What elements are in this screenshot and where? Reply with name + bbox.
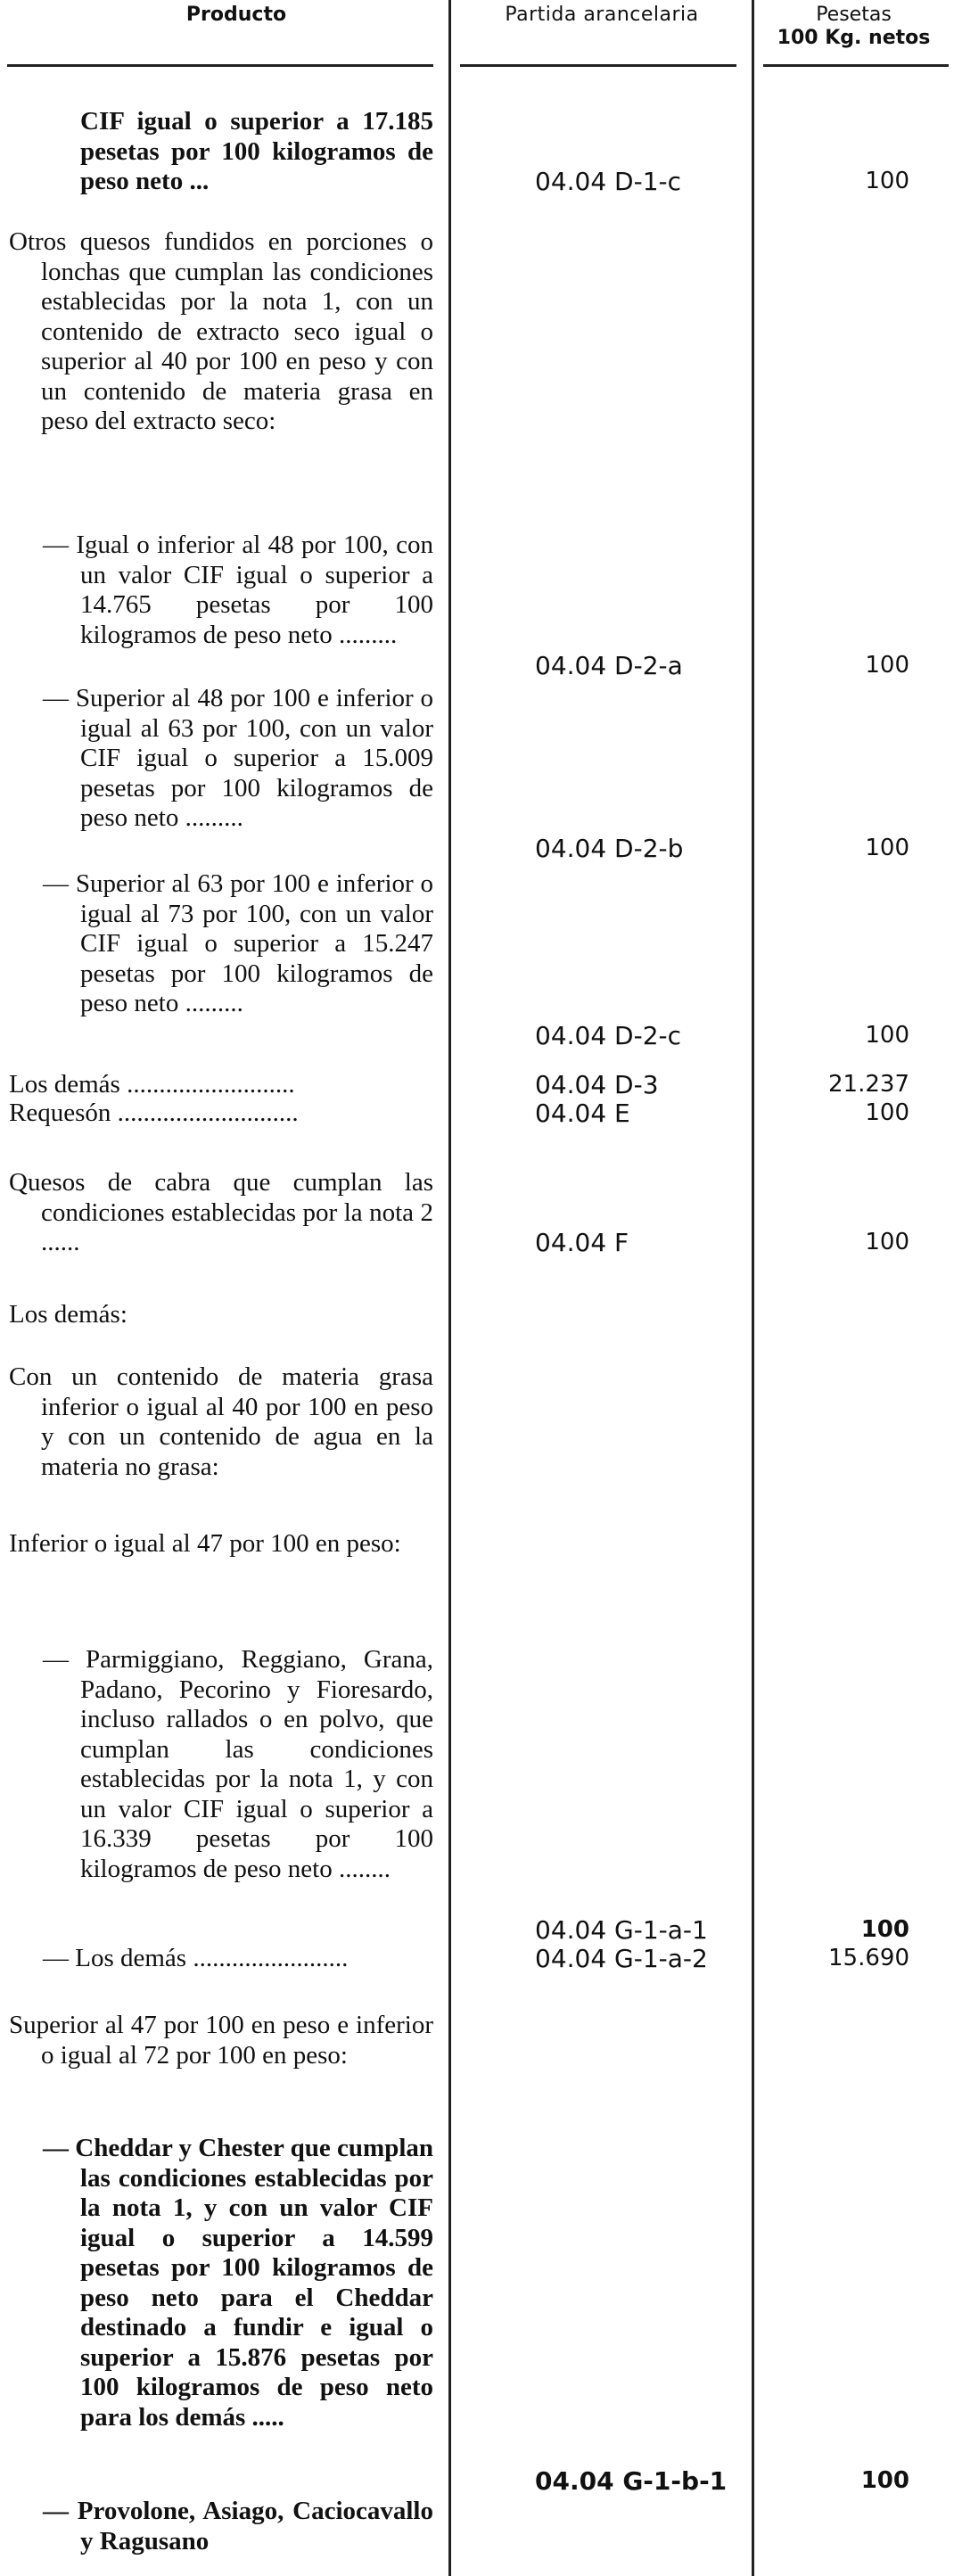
pesetas-cell: 100 xyxy=(860,2467,909,2494)
header-rule-3 xyxy=(763,64,949,67)
header-producto: Producto xyxy=(185,4,287,26)
column-divider-2 xyxy=(752,0,754,2576)
pesetas-cell: 15.690 xyxy=(828,1945,909,1971)
pesetas-cell: 100 xyxy=(865,1022,909,1049)
product-cell: Los demás .......................... xyxy=(9,1070,295,1099)
partida-cell: 04.04 G-1-b-1 xyxy=(535,2466,728,2496)
header-partida: Partida arancelaria xyxy=(505,4,699,26)
product-cell: — Igual o inferior al 48 por 100, con un valor CIF igual o superior a 14.765 pesetas por 100 kilogramos de peso neto ......... xyxy=(43,531,433,649)
pesetas-cell: 100 xyxy=(865,1229,909,1255)
partida-cell: 04.04 G-1-a-1 xyxy=(535,1915,708,1945)
pesetas-cell: 100 xyxy=(860,1916,909,1943)
partida-cell: 04.04 D-2-a xyxy=(535,651,683,680)
pesetas-cell: 21.237 xyxy=(828,1071,909,1098)
partida-cell: 04.04 G-1-a-2 xyxy=(535,1944,708,1973)
partida-cell: 04.04 D-1-c xyxy=(535,167,682,196)
product-cell: — Los demás ........................ xyxy=(43,1944,349,1972)
partida-cell: 04.04 F xyxy=(535,1228,629,1257)
header-pesetas-line1: Pesetas xyxy=(816,4,892,26)
product-cell: Quesos de cabra que cumplan las condiciones establecidas por la nota 2 ...... xyxy=(9,1168,433,1256)
header-rule-2 xyxy=(460,64,736,67)
product-cell: Con un contenido de materia grasa inferior o igual al 40 por 100 en peso y con un contenido de agua en la materia no grasa: xyxy=(9,1362,433,1481)
partida-cell: 04.04 D-2-b xyxy=(535,834,684,863)
product-cell: — Cheddar y Chester que cumplan las condiciones establecidas por la nota 1, y con un valor CIF igual o superior a 14.599 pesetas por 100 kilogramos de peso neto para el Cheddar destinado a fundir e igual o superior a 15.876 pesetas por 100 kilogramos de peso neto para los demás ..... xyxy=(43,2134,434,2432)
product-cell: — Parmiggiano, Reggiano, Grana, Padano, Pecorino y Fioresardo, incluso rallados o en polvo, que cumplan las condiciones establecidas por la nota 1, y con un valor CIF igual o superior a 16.339 pesetas por 100 kilogramos de peso neto ........ xyxy=(43,1645,433,1883)
header-rule-1 xyxy=(7,64,433,67)
product-cell: Superior al 47 por 100 en peso e inferior o igual al 72 por 100 en peso: xyxy=(9,2011,433,2070)
product-cell: Requesón ............................ xyxy=(9,1099,299,1127)
product-cell: — Superior al 48 por 100 e inferior o igual al 63 por 100, con un valor CIF igual o superior a 15.009 pesetas por 100 kilogramos de peso neto ......... xyxy=(43,684,433,832)
pesetas-cell: 100 xyxy=(865,168,909,194)
pesetas-cell: 100 xyxy=(865,1099,909,1126)
product-cell: Otros quesos fundidos en porciones o lonchas que cumplan las condiciones establecidas por la nota 1, con un contenido de extracto seco igual o superior al 40 por 100 en peso y con un contenido de materia grasa en peso del extracto seco: xyxy=(9,227,433,435)
product-cell: CIF igual o superior a 17.185 pesetas por 100 kilogramos de peso neto ... xyxy=(80,107,433,195)
product-cell: Los demás: xyxy=(9,1300,127,1329)
partida-cell: 04.04 D-2-c xyxy=(535,1021,682,1050)
pesetas-cell: 100 xyxy=(865,652,909,679)
product-cell: — Provolone, Asiago, Caciocavallo y Ragusano xyxy=(43,2497,433,2555)
pesetas-cell: 100 xyxy=(865,835,909,861)
partida-cell: 04.04 D-3 xyxy=(535,1070,659,1099)
column-divider-1 xyxy=(448,0,451,2576)
product-cell: — Superior al 63 por 100 e inferior o igual al 73 por 100, con un valor CIF igual o superior a 15.247 pesetas por 100 kilogramos de peso neto ......... xyxy=(43,869,433,1017)
header-pesetas-line2: 100 Kg. netos xyxy=(777,27,931,49)
product-cell: Inferior o igual al 47 por 100 en peso: xyxy=(9,1529,401,1558)
partida-cell: 04.04 E xyxy=(535,1099,630,1128)
